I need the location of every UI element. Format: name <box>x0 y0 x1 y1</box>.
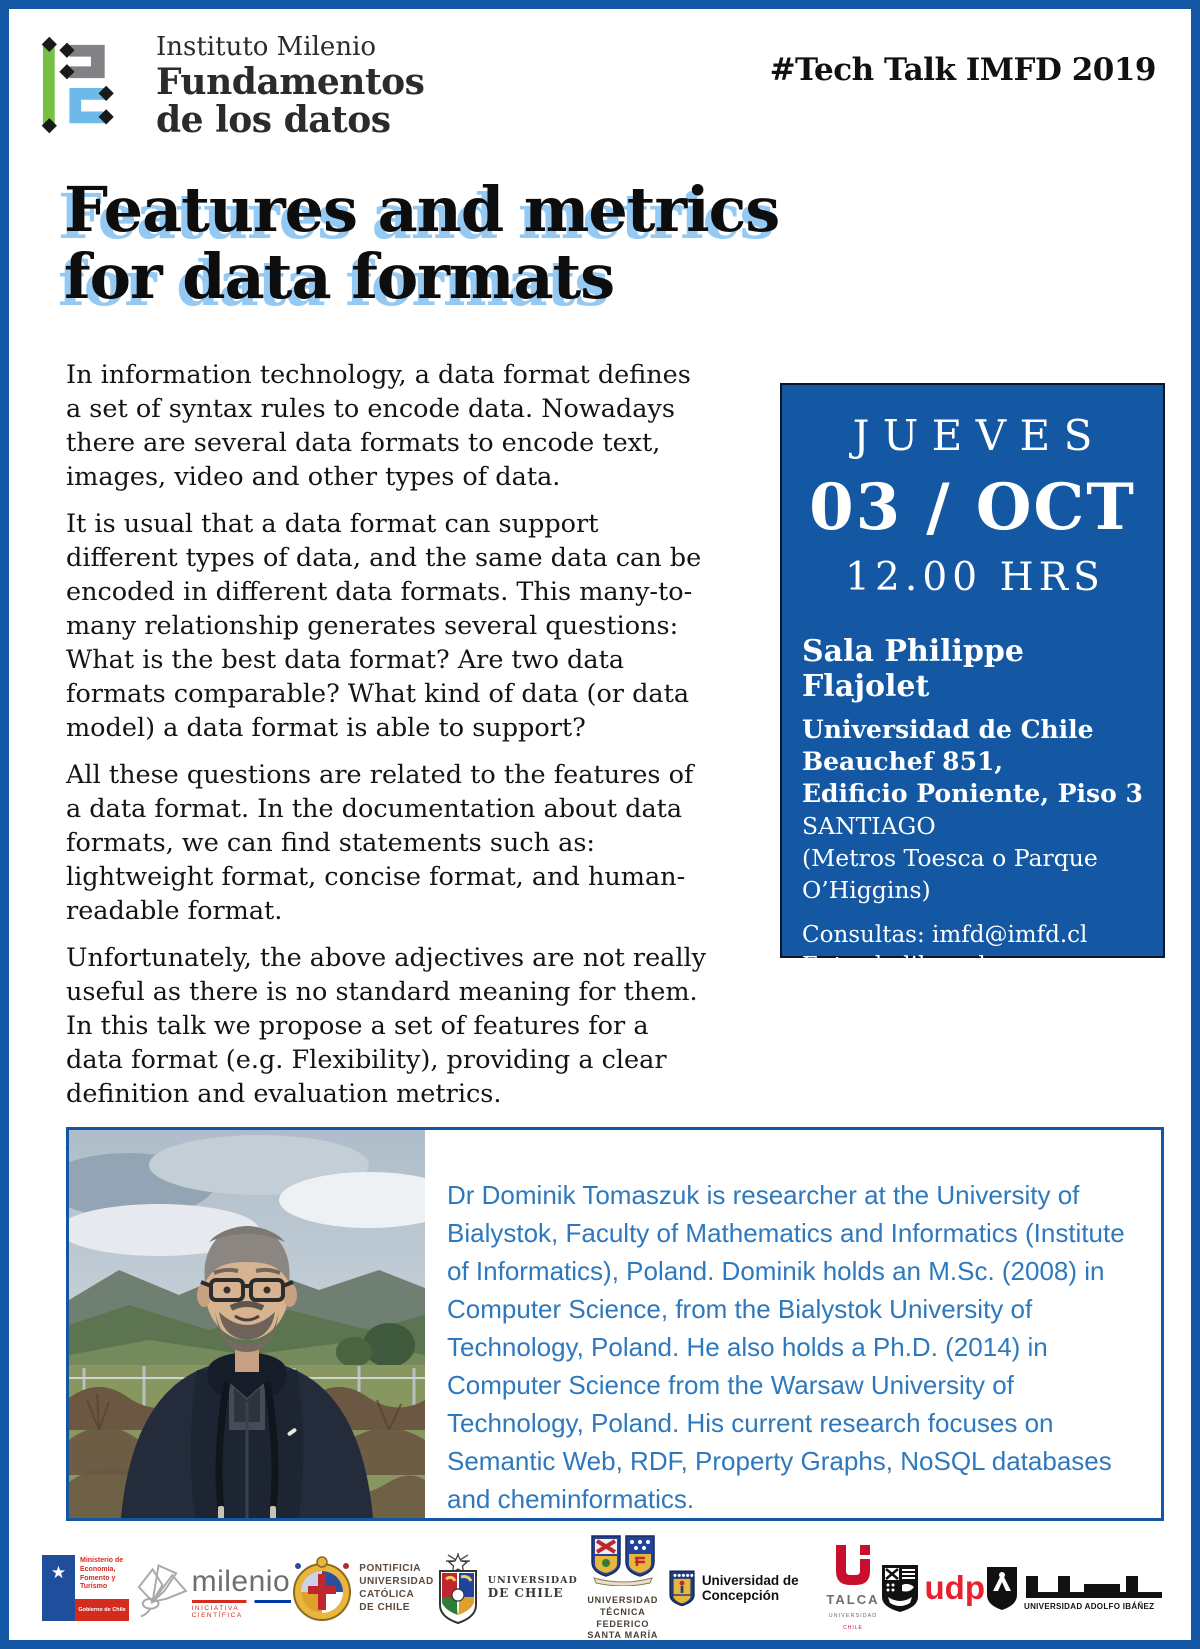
event-address <box>802 714 1145 906</box>
event-card <box>780 383 1165 1010</box>
ministry-label: Ministerio de Economía, Fomento y Turismo <box>80 1557 124 1591</box>
puc-logo <box>291 1552 433 1624</box>
utalca-logo <box>826 1545 879 1632</box>
utfsm-shields-icon <box>584 1534 662 1586</box>
chile-emblem-icon: ★ <box>42 1555 75 1621</box>
abstract-paragraph: In information technology, a data format defines a set of syntax rules to encode data. Nowadays there are several data formats to encode text, images, video and other types of data. <box>66 360 691 492</box>
udec-label: Universidad de Concepción <box>701 1573 799 1603</box>
page-title <box>64 173 780 313</box>
address-line: Edificio Poniente, Piso 3 <box>802 779 1143 808</box>
utfsm-logo <box>578 1534 668 1642</box>
milenio-flower-icon <box>133 1557 190 1619</box>
udp-crest-icon <box>880 1563 920 1613</box>
utalca-label: TALCA <box>826 1591 880 1607</box>
address-line: SANTIAGO <box>802 812 936 840</box>
address-line: Universidad de Chile <box>802 715 1094 744</box>
event-date: 03 / OCT <box>809 470 1136 545</box>
event-time: 12.00 HRS <box>845 555 1105 600</box>
udec-shield-icon <box>668 1562 696 1614</box>
milenio-sublabel: INICIATIVA CIENTÍFICA <box>191 1605 243 1619</box>
abstract-paragraph: Unfortunately, the above adjectives are not really useful as there is no standard meaning for them. In this talk we propose a set of features for a data format (e.g. Flexibility), providing a clear definition and evaluation metrics. <box>66 943 707 1109</box>
title-line-1: Features and metrics <box>64 173 780 246</box>
utfsm-label: UNIVERSIDAD TÉCNICA FEDERICO SANTA MARÍA <box>587 1595 659 1641</box>
imfd-logo <box>40 32 425 141</box>
event-hashtag: #Tech Talk IMFD 2019 <box>769 52 1156 88</box>
address-line: Beauchef 851, <box>802 747 1004 776</box>
abstract-paragraph: It is usual that a data format can support different types of data, and the same data can be encoded in different data formats. This many-to-many relationship generates several questions: What is the best data format? Are two data formats comparable? What kind of data (or data model) a data format is able to support? <box>66 509 702 743</box>
utalca-sublabel-2: CHILE <box>843 1625 863 1632</box>
event-day: JUEVES <box>852 411 1106 460</box>
milenio-rule <box>192 1600 292 1603</box>
speaker-bio-card <box>66 1127 1164 1521</box>
uai-shield-icon <box>985 1565 1019 1611</box>
milenio-label: milenio <box>191 1565 291 1598</box>
puc-crest-icon <box>291 1552 353 1624</box>
logo-line-1: Instituto Milenio <box>156 32 377 62</box>
speaker-photo-illustration <box>69 1130 425 1518</box>
event-notes <box>802 920 1145 1013</box>
udec-logo <box>668 1562 827 1614</box>
utalca-u-icon <box>832 1545 874 1585</box>
utalca-sublabel-1: UNIVERSIDAD <box>828 1612 878 1619</box>
note-line: Consultas: imfd@imfd.cl <box>802 922 1088 948</box>
milenio-logo <box>133 1557 292 1619</box>
note-line: No requiere inscripción. <box>802 984 1087 1010</box>
note-line: Entrada liberada. <box>802 953 1007 979</box>
gobierno-de-chile-logo <box>42 1555 133 1621</box>
puc-label: PONTIFICIA UNIVERSIDAD CATÓLICA DE CHILE <box>359 1563 434 1613</box>
logo-line-2: Fundamentos <box>156 61 425 103</box>
imfd-logo-icon <box>40 35 138 137</box>
abstract-paragraph: All these questions are related to the features of a data format. In the documentation about data formats, we can find statements such as: lightweight format, concise format, and human-readable format. <box>66 760 694 926</box>
address-line: (Metros Toesca o Parque O’Higgins) <box>802 844 1098 904</box>
uai-mark-icon <box>1024 1574 1164 1600</box>
imfd-logo-text <box>156 32 425 141</box>
gobierno-band-label: Gobierno de Chile <box>75 1599 129 1621</box>
speaker-bio-text: Dr Dominik Tomaszuk is researcher at the University of Bialystok, Faculty of Mathematics and Informatics (Institute of Informatics), Poland. Dominik holds an M.Sc. (2008) in Computer Science, from the Bialystok University of Technology, Poland. He also holds a Ph.D. (2014) in Computer Science from the Warsaw University of Technology, Poland. His current research focuses on Semantic Web, RDF, Property Graphs, NoSQL databases and cheminformatics. <box>447 1180 1125 1514</box>
uchile-shield-icon <box>434 1551 482 1625</box>
title-line-2: for data formats <box>64 240 615 313</box>
logo-line-3: de los datos <box>156 99 391 141</box>
uai-label: UNIVERSIDAD ADOLFO IBÁÑEZ <box>1024 1602 1155 1611</box>
universidad-de-chile-logo <box>434 1551 578 1625</box>
udp-label: udp <box>924 1568 985 1606</box>
sponsors-bar <box>42 1543 1164 1641</box>
uchile-label: UNIVERSIDAD DE CHILE <box>487 1574 578 1601</box>
udp-logo <box>880 1563 985 1613</box>
event-venue: Sala Philippe Flajolet <box>802 634 1024 704</box>
uai-logo <box>985 1565 1164 1611</box>
speaker-photo <box>69 1130 425 1518</box>
